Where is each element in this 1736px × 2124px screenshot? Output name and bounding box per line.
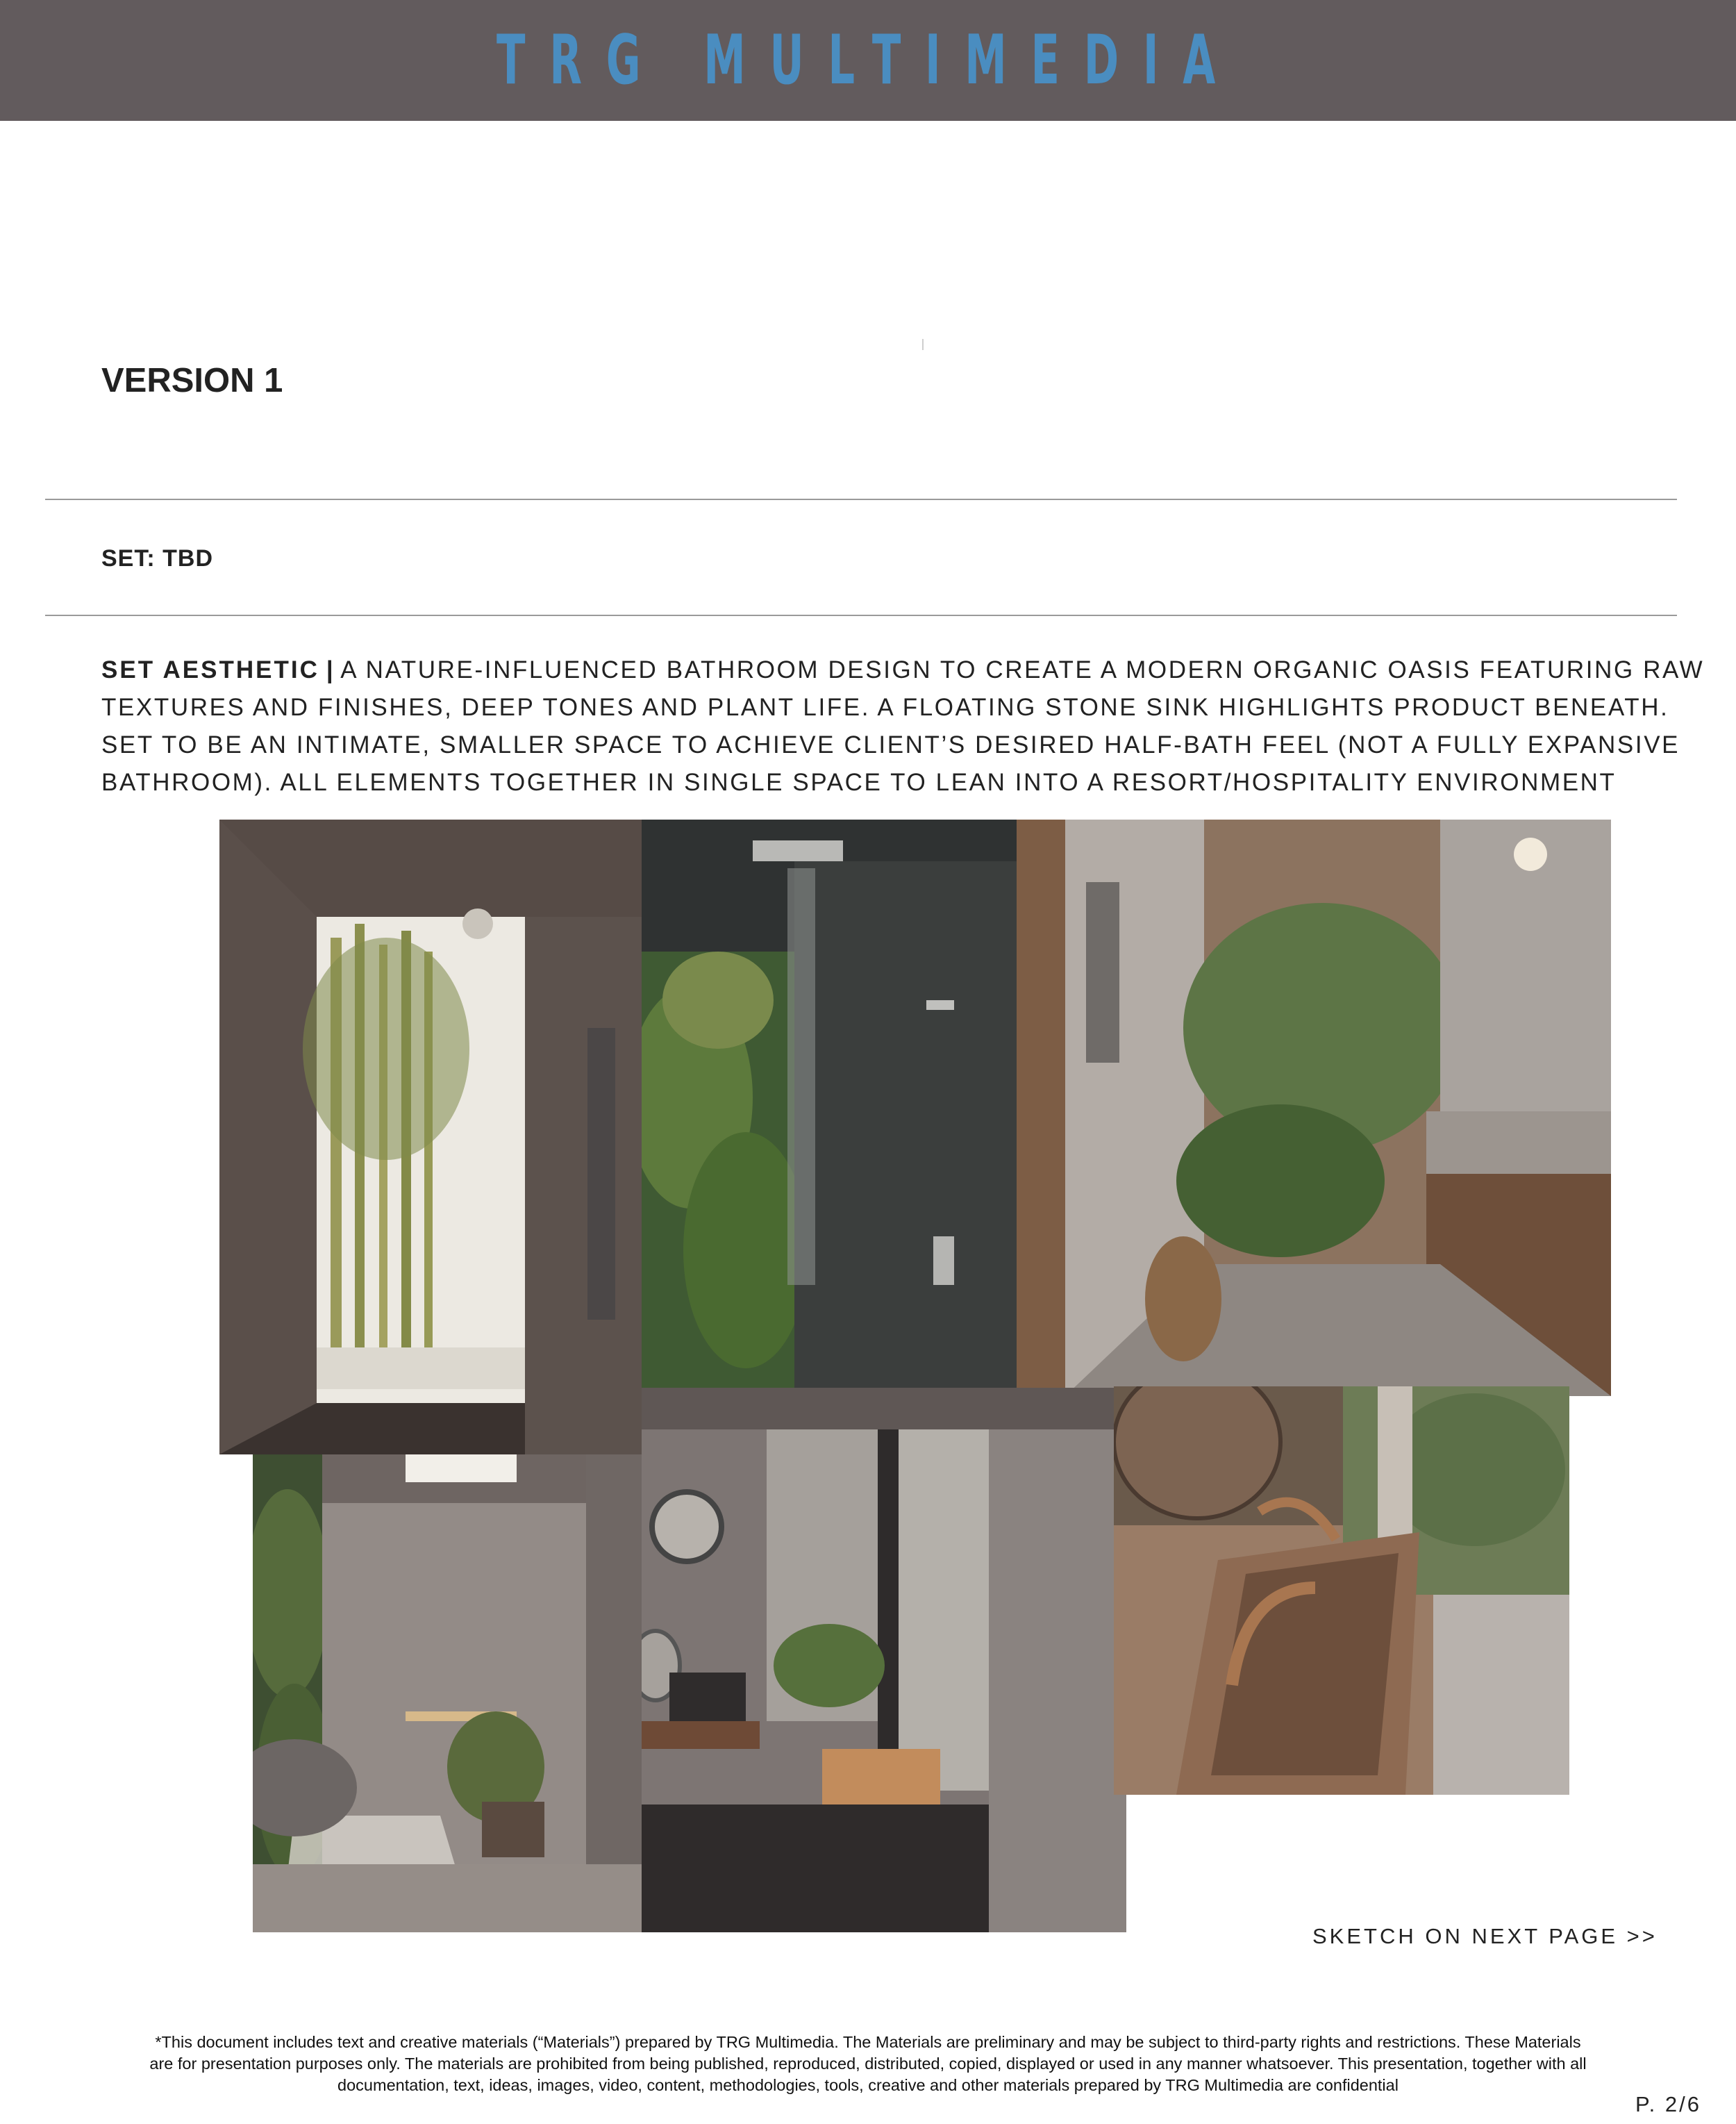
set-label: SET: TBD [101, 545, 213, 572]
aesthetic-text: A NATURE-INFLUENCED BATHROOM DESIGN TO CREATE A MODERN ORGANIC OASIS FEATURING RAW [340, 656, 1705, 683]
photo-mirror-vanity-soaking-tub [642, 1388, 1126, 1932]
page-number: P. 2/6 [1635, 2092, 1701, 2116]
brand-logo-text: TRG MULTIMEDIA [496, 21, 1240, 100]
stray-mark [922, 339, 924, 350]
aesthetic-line-2: TEXTURES AND FINISHES, DEEP TONES AND PLANT LIFE. A FLOATING STONE SINK HIGHLIGHTS PRODUCT BENEATH. [101, 694, 1669, 721]
set-aesthetic-description [101, 652, 1705, 802]
photo-stone-trough-sink [1114, 1386, 1569, 1795]
disclaimer-line-1: *This document includes text and creative materials (“Materials”) prepared by TRG Multimedia. The Materials are preliminary and may be subject to third-party rights and restrictions. These Materials [155, 2033, 1581, 2051]
divider-bottom [45, 615, 1677, 616]
photo-skylight-stone-shower [253, 1454, 642, 1932]
aesthetic-label: SET AESTHETIC [101, 656, 319, 683]
aesthetic-line-1 [101, 652, 1705, 689]
photo-fern-courtyard-vanity [1017, 820, 1611, 1396]
page-title: VERSION 1 [101, 362, 283, 399]
disclaimer-line-3: documentation, text, ideas, images, video, content, methodologies, tools, creative and other materials prepared by TRG Multimedia are confidential [337, 2076, 1399, 2094]
divider-top [45, 499, 1677, 500]
disclaimer-line-2: are for presentation purposes only. The materials are prohibited from being published, reproduced, distributed, copied, displayed or used in any manner whatsoever. This presentation, together with all [149, 2055, 1587, 2073]
legal-disclaimer [83, 2032, 1653, 2096]
aesthetic-line-4: BATHROOM). ALL ELEMENTS TOGETHER IN SINGLE SPACE TO LEAN INTO A RESORT/HOSPITALITY ENVIRONMENT [101, 769, 1617, 796]
photo-rain-shower-green-wall [642, 820, 1017, 1388]
photo-bamboo-shower [219, 820, 642, 1454]
next-page-link[interactable]: SKETCH ON NEXT PAGE >> [1312, 1924, 1658, 1948]
header-band [0, 0, 1736, 121]
aesthetic-line-3: SET TO BE AN INTIMATE, SMALLER SPACE TO ACHIEVE CLIENT’S DESIRED HALF-BATH FEEL (NOT A FULLY EXPANSIVE [101, 731, 1680, 758]
aesthetic-separator: | [326, 656, 335, 683]
